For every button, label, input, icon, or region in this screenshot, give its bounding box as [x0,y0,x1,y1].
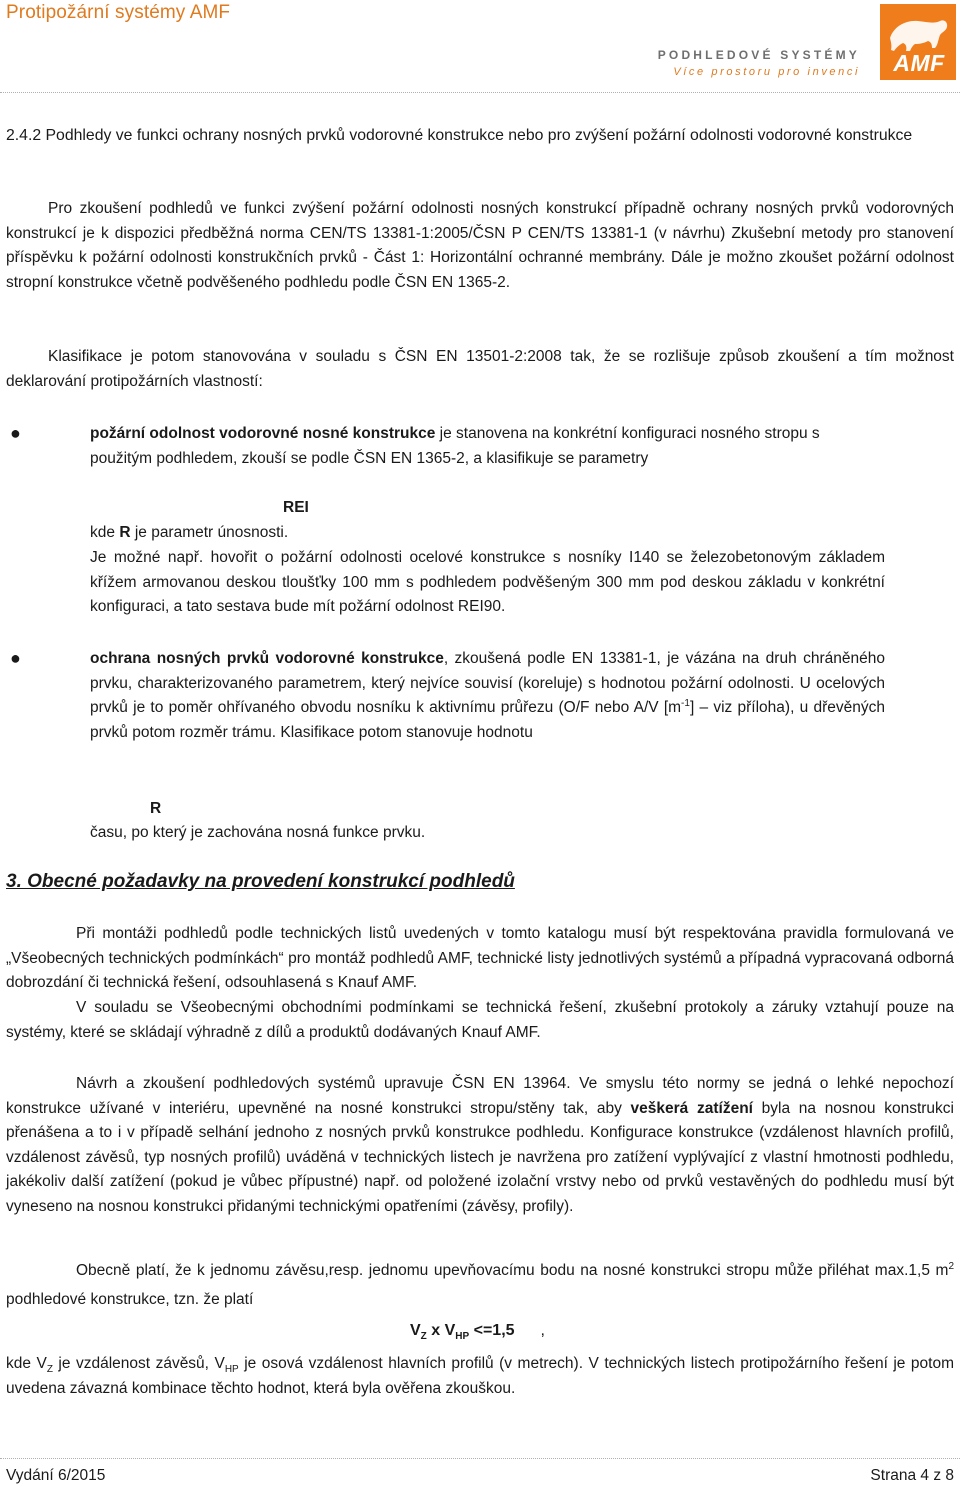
r-symbol: R [150,800,162,817]
bullet-term: požární odolnost vodorovné nosné konstrukce [90,425,436,442]
footer-page-number: Strana 4 z 8 [870,1467,954,1484]
paragraph-installation: Při montáži podhledů podle technických listů uvedených v tomto katalogu musí být respektována pravidla formulovaná ve „Všeobecných technických podmínkách“ pro montáž podhledů AMF, technické listy jednotlivých systémů a případná vypracovaná odborná dobrozdání či technická řešení, odsouhlasená s Knauf AMF. [6,925,954,992]
footer-edition: Vydání 6/2015 [6,1467,106,1484]
header-divider [0,92,960,93]
footer-divider [0,1458,960,1459]
bullet-note: času, po který je zachována nosná funkce prvku. [90,824,426,841]
paragraph-hanger-load: Obecně platí, že k jednomu závěsu,resp. jednomu upevňovacímu bodu na nosné konstrukci stropu může přiléhat max.1,5 $m^2$ podhledové konstrukce, tzn. že platí [6,1260,954,1308]
rei-symbol: REI [283,499,309,516]
paragraph-cen-ts: Pro zkoušení podhledů ve funkci zvýšení požární odolnosti nosných konstrukcí případně ochrany nosných prvků vodorovných konstrukcí je k dispozici předběžná norma CEN/TS 13381-1:2005/ČSN P CEN/TS 13381-1 (v návrhu) Zkušební metody pro stanovení příspěvku k požární odolnosti konstrukčních prvků - Část 1: Horizontální ochranné membrány. Dále je možno zkoušet požární odolnost stropní konstrukce včetně podvěšeného podhledu podle ČSN EN 1365-2. [6,200,954,291]
section-heading-242: 2.4.2 Podhledy ve funkci ochrany nosných prvků vodorovné konstrukce nebo pro zvýšení požární odolnosti vodorovné konstrukce [6,127,913,144]
header-title: Protipožární systémy AMF [6,2,231,23]
bullet-text: je stanovena na konkrétní konfiguraci nosného stropu s použitým podhledem, zkouší se podle ČSN EN 1365-2, a klasifikuje se parametry [90,425,820,467]
brand-slogan: Více prostoru pro invenci [673,66,860,78]
paragraph-conditions: V souladu se Všeobecnými obchodními podmínkami se technická řešení, zkušební protokoly a záruky vztahují pouze na systémy, které se skládají výhradně z dílů a produktů dodávaných Knauf AMF. [6,999,954,1041]
paragraph-design: Návrh a zkoušení podhledových systémů upravuje ČSN EN 13964. Ve smyslu této normy se jedná o lehké nepochozí konstrukce užívané v interiéru, upevněné na nosné konstrukci stropu/stěny tak, aby veškerá zatížení byla na nosnou konstrukci přenášena a to i v případě selhání jednoho z nosných prvků konstrukce podhledu. Konfigurace konstrukce (vzdálenost hlavních profilů, vzdálenost závěsů, typ nosných profilů) uváděná v technických listech je navržena pro zatížení vyplývající z vlastní hmotnosti podhledu, jakékoliv další zatížení (pokud je vůbec přípustné) např. od položené izolační vrstvy nebo od prvků vestavěných do podhledu musí být vyneseno na nosnou konstrukci přidanými technickými opatřeními (závěsy, profily). [6,1075,954,1215]
brand-tagline [658,48,860,78]
paragraph-definitions: kde $V_Z$ je vzdálenost závěsů, $V_{HP}$ je osová vzdálenost hlavních profilů (v metrech). V technických listech protipožárního řešení je potom uvedena závazná kombinace těchto hodnot, která byla ověřena zkouškou. [6,1355,954,1397]
brand-name: PODHLEDOVÉ SYSTÉMY [657,48,860,62]
bullet-fire-resistance [90,422,885,471]
bullet-icon: ● [10,423,21,443]
amf-logo [880,4,956,80]
formula: $V_Z$ x $V_{HP} <=1,5$ , [410,1322,545,1343]
bullet-icon: ● [10,648,21,668]
bullet-example: Je možné např. hovořit o požární odolnosti ocelové konstrukce s nosníky I140 se železobetonovým základem křížem armovanou deskou tloušťky 100 mm s podhledem podvěšeným 300 mm pod deskou základu v konkrétní konfiguraci, a tato sestava bude mít požární odolnost REI90. [90,549,885,616]
bullet-protection: ochrana nosných prvků vodorovné konstrukce, zkoušená podle EN 13381-1, je vázána na druh chráněného prvku, charakterizovaného parametrem, který nejvíce souvisí (koreluje) s hodnotou požární odolnosti. U ocelových prvků je to poměr ohřívaného obvodu nosníku k aktivnímu průřezu (O/F nebo A/V $[m^{-1}]$ – viz příloha), u dřevěných prvků potom rozměr trámu. Klasifikace potom stanovuje hodnotu [90,650,885,741]
section-heading-3: 3. Obecné požadavky na provedení konstrukcí podhledů [6,871,515,892]
bullet-term: ochrana nosných prvků vodorovné konstrukce [90,650,444,667]
bullet-note: kde R je parametr únosnosti. [90,524,289,541]
logo-text: AMF [893,50,945,76]
paragraph-classification: Klasifikace je potom stanovována v souladu s ČSN EN 13501-2:2008 tak, že se rozlišuje způsob zkoušení a tím možnost deklarování protipožárních vlastností: [6,348,954,390]
